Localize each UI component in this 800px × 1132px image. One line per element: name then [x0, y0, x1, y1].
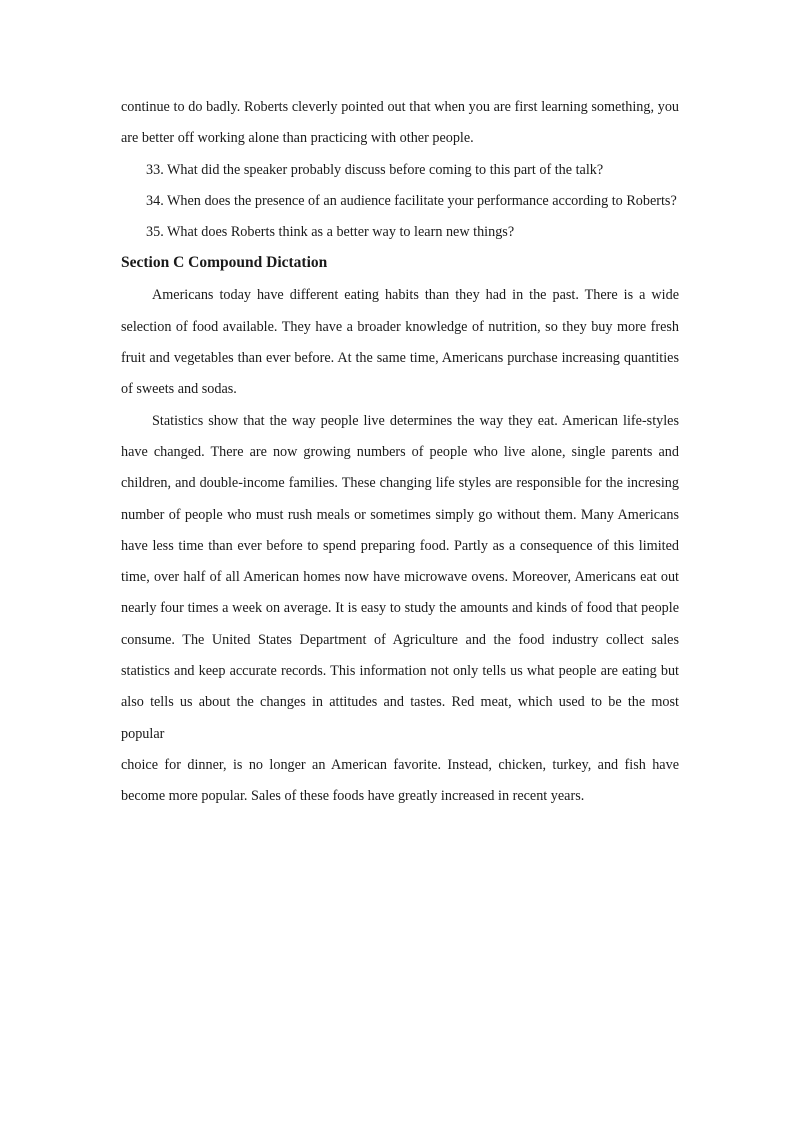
intro-paragraph [121, 92, 679, 155]
paragraph-line: also tells us about the changes in attitudes and tastes. Red meat, which used to be the most popular [121, 694, 679, 742]
paragraph-line: time, over half of all American homes now have microwave ovens. Moreover, Americans eat out [121, 569, 679, 586]
paragraph-line: number of people who must rush meals or sometimes simply go without them. Many Americans [121, 506, 679, 523]
paragraph-line: Americans today have different eating habits than they had in the past. There is a wide [152, 287, 679, 304]
page-content [121, 92, 679, 813]
paragraph-line: are better off working alone than practicing with other people. [121, 130, 474, 147]
paragraph-line: have less time than ever before to spend preparing food. Partly as a consequence of this limited [121, 537, 679, 554]
question-33: 33. What did the speaker probably discuss before coming to this part of the talk? [146, 161, 604, 178]
paragraph-line: have changed. There are now growing numbers of people who live alone, single parents and [121, 443, 679, 460]
section-heading: Section C Compound Dictation [121, 254, 328, 272]
paragraph-line: Statistics show that the way people live determines the way they eat. American life-styles [152, 412, 679, 429]
paragraph-line: selection of food available. They have a broader knowledge of nutrition, so they buy more fresh [121, 318, 679, 335]
dictation-paragraph-1 [121, 280, 679, 405]
paragraph-line: children, and double-income families. These changing life styles are responsible for the incresing [121, 475, 679, 492]
dictation-paragraph-2 [121, 406, 679, 813]
paragraph-line: statistics and keep accurate records. This information not only tells us what people are eating but [121, 663, 679, 680]
paragraph-line: choice for dinner, is no longer an American favorite. Instead, chicken, turkey, and fish have [121, 756, 679, 773]
paragraph-line: of sweets and sodas. [121, 381, 237, 398]
paragraph-line: fruit and vegetables than ever before. At the same time, Americans purchase increasing quantities [121, 350, 679, 367]
question-35: 35. What does Roberts think as a better way to learn new things? [146, 224, 515, 241]
paragraph-line: consume. The United States Department of Agriculture and the food industry collect sales [121, 631, 679, 648]
question-34: 34. When does the presence of an audience facilitate your performance according to Roberts? [146, 192, 677, 209]
paragraph-line: continue to do badly. Roberts cleverly pointed out that when you are first learning something, you [121, 99, 679, 115]
question-list [121, 155, 679, 249]
paragraph-line: nearly four times a week on average. It is easy to study the amounts and kinds of food that people [121, 600, 679, 617]
paragraph-line: become more popular. Sales of these foods have greatly increased in recent years. [121, 788, 585, 805]
